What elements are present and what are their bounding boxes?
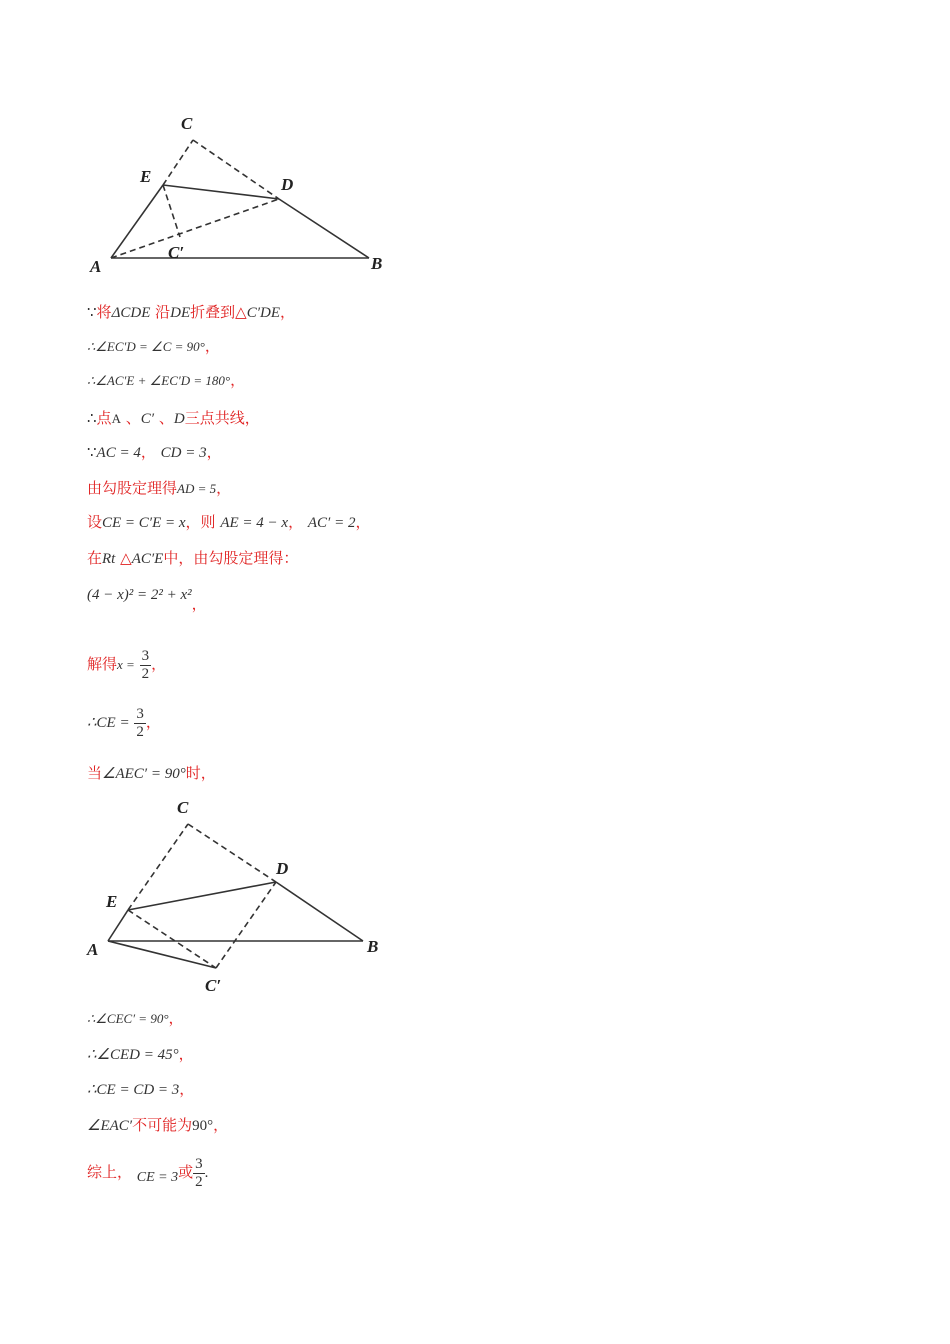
line-17: 综上， CE = 3或 $\frac{3}{2}$ . bbox=[87, 1155, 209, 1190]
label-c-prime: C′ bbox=[168, 243, 185, 262]
label-d: D bbox=[276, 859, 289, 878]
line-5: ∵AC = 4， CD = 3， bbox=[87, 443, 222, 461]
line-13: ∴∠CEC′ = 90°， bbox=[87, 1009, 184, 1027]
line-8: 在Rt △AC′E中，由勾股定理得： bbox=[87, 549, 299, 567]
segment-cd-dashed bbox=[188, 824, 276, 882]
segment-db bbox=[279, 199, 369, 258]
geometry-figure-2 bbox=[80, 795, 400, 995]
label-d: D bbox=[281, 175, 294, 194]
segment-acp bbox=[108, 941, 216, 968]
segment-ad-dashed bbox=[111, 199, 279, 258]
segment-ecp-dashed bbox=[163, 185, 180, 237]
line-1: ∵将ΔCDE 沿DE折叠到△C′DE， bbox=[87, 303, 296, 321]
segment-ae bbox=[108, 910, 128, 941]
segment-db bbox=[276, 882, 363, 941]
label-e: E bbox=[106, 892, 118, 911]
geometry-figure-1 bbox=[80, 110, 400, 280]
line-10: 解得x = $\frac{3}{2}$ ， bbox=[87, 647, 167, 682]
segment-ecp-dashed bbox=[128, 910, 216, 968]
line-11: ∴CE = $\frac{3}{2}$ ， bbox=[87, 705, 161, 740]
segment-ec-dashed bbox=[163, 140, 193, 185]
line-14: ∴∠CED = 45°， bbox=[87, 1045, 194, 1063]
label-c-prime: C′ bbox=[205, 976, 222, 995]
label-c: C bbox=[177, 798, 189, 817]
label-b: B bbox=[367, 937, 379, 956]
segment-cpd-dashed bbox=[216, 882, 276, 968]
fraction: $\frac{3}{2}$ bbox=[136, 705, 144, 740]
line-12: 当∠AEC′ = 90°时， bbox=[87, 764, 216, 782]
segment-ed bbox=[128, 882, 276, 910]
label-b: B bbox=[371, 254, 383, 273]
fraction: $\frac{3}{2}$ bbox=[141, 647, 150, 682]
line-9: (4 − x)² = 2² + x²， bbox=[87, 587, 207, 613]
label-a: A bbox=[87, 940, 99, 959]
label-c: C bbox=[181, 114, 193, 133]
line-6: 由勾股定理得AD = 5， bbox=[87, 479, 232, 497]
fraction: $\frac{3}{2}$ bbox=[195, 1155, 203, 1190]
line-7: 设CE = C′E = x，则 AE = 4 − x， AC′ = 2， bbox=[87, 513, 371, 531]
line-4: ∴点A 、C′ 、D三点共线， bbox=[87, 409, 260, 427]
line-3: ∴∠AC′E + ∠EC′D = 180°， bbox=[87, 371, 246, 389]
segment-ec-dashed bbox=[128, 824, 188, 910]
segment-ae bbox=[111, 185, 163, 258]
label-e: E bbox=[140, 167, 152, 186]
line-2: ∴∠EC′D = ∠C = 90°， bbox=[87, 337, 220, 355]
label-a: A bbox=[90, 257, 102, 276]
line-16: ∠EAC′不可能为90°， bbox=[87, 1116, 229, 1134]
line-15: ∴CE = CD = 3， bbox=[87, 1080, 195, 1098]
